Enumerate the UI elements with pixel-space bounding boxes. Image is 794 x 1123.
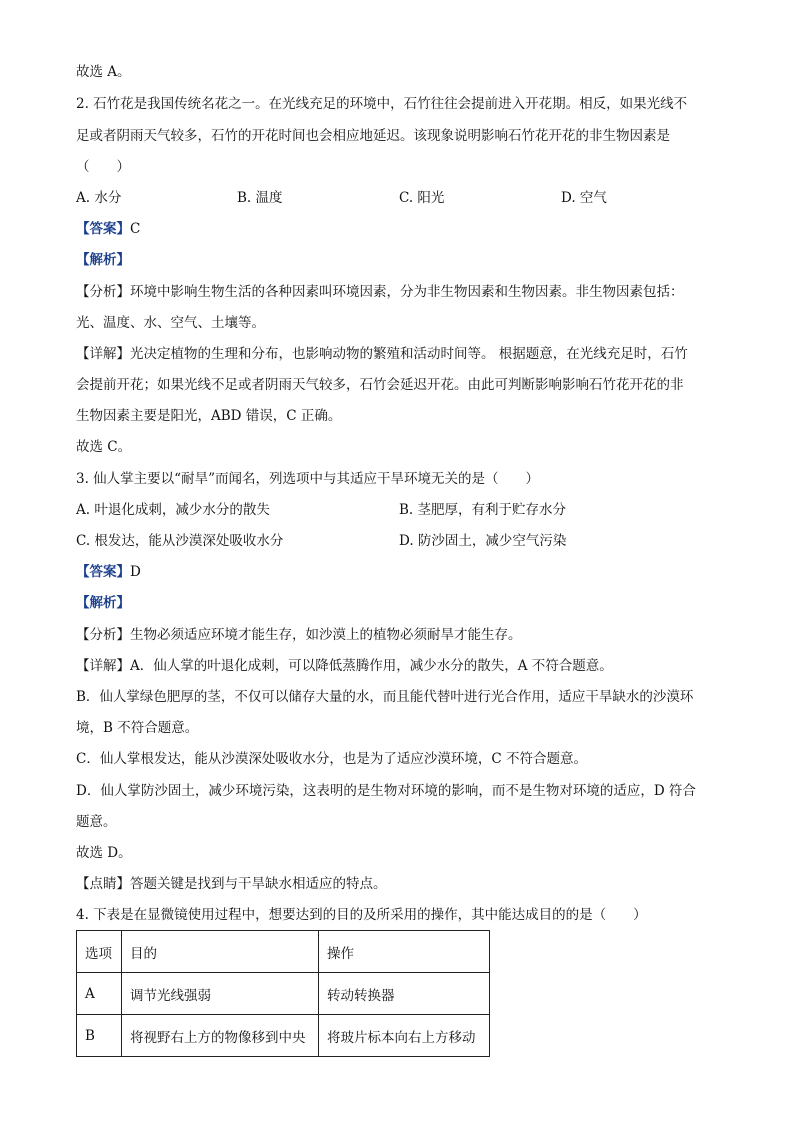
q4-stem: 4. 下表是在显微镜使用过程中，想要达到的目的及所采用的操作，其中能达成目的的是（ ） bbox=[76, 907, 647, 923]
detail-tag: 【详解】 bbox=[76, 658, 130, 674]
q2-answer bbox=[76, 219, 140, 239]
q3-option-d: D. 防沙固土，减少空气污染 bbox=[399, 533, 567, 549]
q3-option-b: B. 茎肥厚，有利于贮存水分 bbox=[399, 502, 567, 518]
table-header-cell: 操作 bbox=[319, 931, 490, 973]
table-cell: 将玻片标本向右上方移动 bbox=[319, 1015, 490, 1057]
detail-tag: 【详解】 bbox=[76, 346, 130, 362]
q2-conclusion: 故选 C。 bbox=[76, 439, 132, 455]
q3-detail-d2: 题意。 bbox=[76, 814, 117, 830]
table-row bbox=[77, 973, 490, 1015]
q3-detail-d1: D．仙人掌防沙固土，减少环境污染，这表明的是生物对环境的影响，而不是生物对环境的适应，D 符合 bbox=[76, 783, 696, 799]
table-row bbox=[77, 1015, 490, 1057]
detail-text: 光决定植物的生理和分布，也影响动物的繁殖和活动时间等。 根据题意，在光线充足时，石竹 bbox=[130, 346, 688, 362]
q2-fenxi-line2: 光、温度、水、空气、土壤等。 bbox=[76, 315, 265, 331]
q3-answer bbox=[76, 562, 141, 582]
table-header-cell: 目的 bbox=[122, 931, 319, 973]
q2-detail-line1 bbox=[76, 344, 688, 364]
fenxi-tag: 【分析】 bbox=[76, 284, 130, 300]
q3-detail-c: C．仙人掌根发达，能从沙漠深处吸收水分，也是为了适应沙漠环境，C 不符合题意。 bbox=[76, 751, 587, 767]
fenxi-tag: 【分析】 bbox=[76, 627, 130, 643]
q2-option-b: B. 温度 bbox=[237, 190, 283, 206]
q2-analysis-tag bbox=[76, 250, 130, 270]
table-cell: A bbox=[77, 973, 122, 1015]
fenxi-text: 环境中影响生物生活的各种因素叫环境因素，分为非生物因素和生物因素。非生物因素包括： bbox=[130, 284, 684, 300]
dianjing-tag: 【点睛】 bbox=[76, 876, 130, 892]
q2-option-c: C. 阳光 bbox=[399, 190, 445, 206]
answer-value: C bbox=[130, 221, 141, 237]
detail-text: A．仙人掌的叶退化成刺，可以降低蒸腾作用，减少水分的散失，A 不符合题意。 bbox=[130, 658, 613, 674]
q3-analysis-tag bbox=[76, 593, 130, 613]
fenxi-text: 生物必须适应环境才能生存，如沙漠上的植物必须耐旱才能生存。 bbox=[130, 627, 522, 643]
q2-stem-line1: 2. 石竹花是我国传统名花之一。在光线充足的环境中，石竹往往会提前进入开花期。相反，如果光线不 bbox=[76, 96, 688, 112]
table-cell: 转动转换器 bbox=[319, 973, 490, 1015]
q2-stem-line3: （ ） bbox=[76, 159, 130, 175]
answer-tag: 【答案】 bbox=[76, 564, 130, 580]
q3-stem: 3. 仙人掌主要以“耐旱”而闻名，列选项中与其适应干旱环境无关的是（ ） bbox=[76, 471, 539, 487]
q2-fenxi-line1 bbox=[76, 282, 684, 302]
dianjing-text: 答题关键是找到与干旱缺水相适应的特点。 bbox=[130, 876, 387, 892]
q3-dianjing bbox=[76, 874, 387, 894]
answer-tag: 【答案】 bbox=[76, 221, 130, 237]
q3-option-a: A. 叶退化成刺，减少水分的散失 bbox=[76, 502, 270, 518]
q3-detail-b1: B．仙人掌绿色肥厚的茎，不仅可以储存大量的水，而且能代替叶进行光合作用，适应干旱缺水的沙漠环 bbox=[76, 689, 694, 705]
table-header-cell: 选项 bbox=[77, 931, 122, 973]
table-header-row bbox=[77, 931, 490, 973]
answer-value: D bbox=[130, 564, 141, 580]
q3-detail-b2: 境，B 不符合题意。 bbox=[76, 720, 199, 736]
q3-option-c: C. 根发达，能从沙漠深处吸收水分 bbox=[76, 533, 284, 549]
q4-table bbox=[76, 930, 490, 1057]
q3-conclusion: 故选 D。 bbox=[76, 845, 132, 861]
q1-conclusion: 故选 A。 bbox=[76, 64, 131, 80]
q3-fenxi-line1 bbox=[76, 625, 522, 645]
analysis-tag: 【解析】 bbox=[76, 595, 130, 611]
q2-detail-line3: 生物因素主要是阳光，ABD 错误，C 正确。 bbox=[76, 408, 342, 424]
table-cell: 调节光线强弱 bbox=[122, 973, 319, 1015]
table-cell: 将视野右上方的物像移到中央 bbox=[122, 1015, 319, 1057]
q2-option-d: D. 空气 bbox=[561, 190, 607, 206]
q3-detail-a bbox=[76, 656, 613, 676]
table-cell: B bbox=[77, 1015, 122, 1057]
analysis-tag: 【解析】 bbox=[76, 252, 130, 268]
q2-stem-line2: 足或者阴雨天气较多，石竹的开花时间也会相应地延迟。该现象说明影响石竹花开花的非生物因素是 bbox=[76, 128, 670, 144]
q2-option-a: A. 水分 bbox=[76, 190, 122, 206]
q2-detail-line2: 会提前开花；如果光线不足或者阴雨天气较多，石竹会延迟开花。由此可判断影响影响石竹花开花的非 bbox=[76, 377, 684, 393]
